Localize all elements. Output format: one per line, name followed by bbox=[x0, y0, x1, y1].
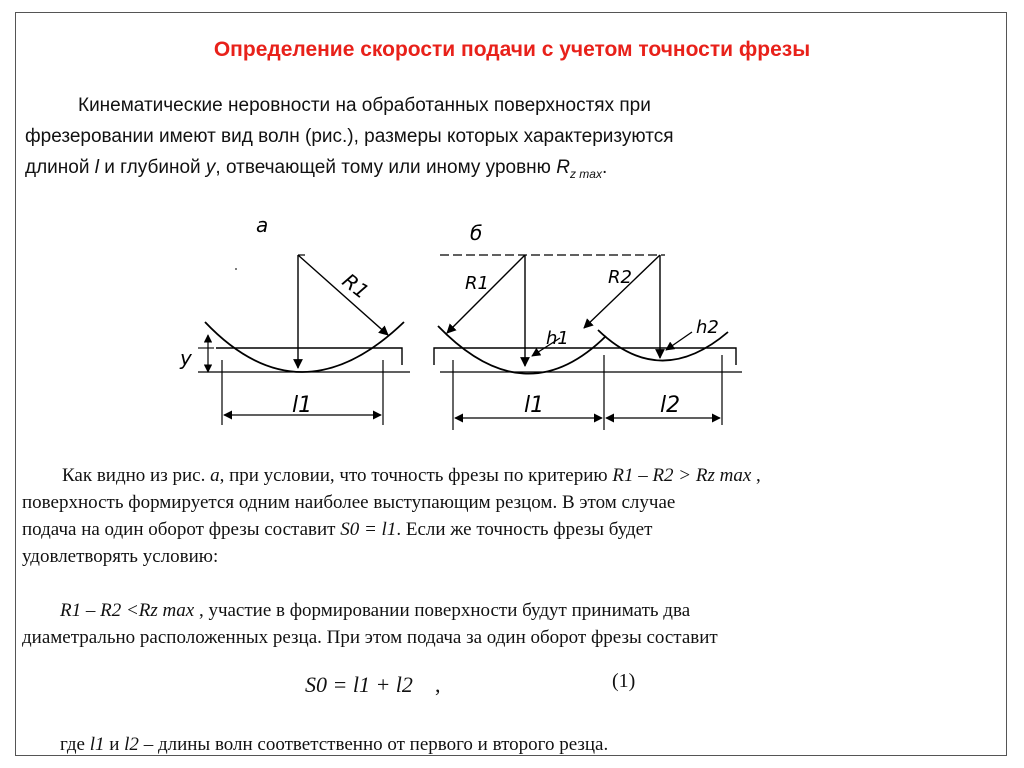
right-r2-label: R2 bbox=[608, 267, 632, 288]
p1-line-1: Как видно из рис. а, при условии, что точность фрезы по критерию R1 – R2 > Rz max , bbox=[62, 465, 761, 486]
right-dim2-label: l2 bbox=[660, 393, 681, 418]
p1-line-4: удовлетворять условию: bbox=[22, 546, 219, 567]
arc-b1 bbox=[438, 326, 606, 374]
left-y-label: y bbox=[180, 346, 192, 370]
top-line-a bbox=[216, 348, 402, 365]
formula-number: (1) bbox=[612, 670, 636, 692]
figure-label-a: а bbox=[256, 213, 269, 237]
right-h2-label: h2 bbox=[696, 317, 719, 338]
p1-line-2: поверхность формируется одним наиболее выступающим резцом. В этом случае bbox=[22, 492, 676, 513]
right-r1-label: R1 bbox=[465, 273, 489, 294]
slide-title: Определение скорости подачи с учетом точности фрезы bbox=[213, 38, 811, 61]
left-dim-label: l1 bbox=[292, 393, 313, 418]
condition-paragraph-2 bbox=[22, 597, 972, 651]
p2-line-1: R1 – R2 <Rz max , участие в формировании поверхности будут принимать два bbox=[60, 600, 691, 621]
left-r-label: R1 bbox=[337, 268, 374, 304]
right-h1-label: h1 bbox=[546, 328, 569, 349]
feed-formula: S0 = l1 + l2 bbox=[305, 672, 413, 697]
p2-line-2: диаметрально расположенных резца. При этом подача за один оборот фрезы составит bbox=[22, 627, 718, 648]
condition-paragraph-1 bbox=[22, 462, 972, 570]
intro-line-3: длиной l и глубиной y, отвечающей тому или иному уровню $R_{z max}$. bbox=[25, 157, 608, 181]
where-line: где l1 и l2 – длины волн соответственно от первого и второго резца. bbox=[60, 734, 609, 755]
intro-line-1: Кинематические неровности на обработанных поверхностях при bbox=[78, 95, 651, 116]
p1-line-3: подача на один оборот фрезы составит S0 = l1. Если же точность фрезы будет bbox=[22, 519, 653, 540]
arc-a bbox=[205, 322, 404, 372]
right-dim1-label: l1 bbox=[524, 393, 545, 418]
figure-label-b: б bbox=[470, 221, 483, 245]
formula-comma: , bbox=[435, 672, 441, 697]
intro-line-2: фрезеровании имеют вид волн (рис.), размеры которых характеризуются bbox=[25, 126, 674, 147]
